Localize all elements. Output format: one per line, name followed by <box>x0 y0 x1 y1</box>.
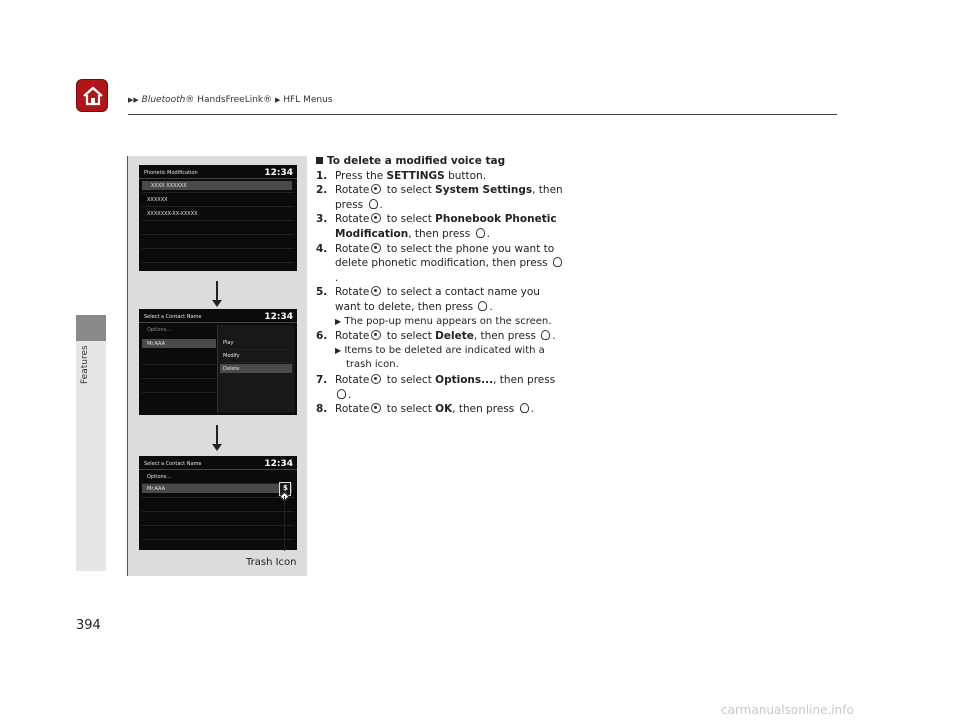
press-dial-icon <box>553 257 562 267</box>
breadcrumb-arrow-icon: ▶ <box>275 96 281 104</box>
step-5-result: ▶ The pop-up menu appears on the screen. <box>335 315 552 327</box>
breadcrumb-item-suffix[interactable]: ® HandsFreeLink® <box>185 95 273 105</box>
screen-title: Phonetic Modification <box>144 170 198 176</box>
figure-panel <box>127 156 307 576</box>
step-8: 8. Rotate to select OK, then press . <box>316 403 534 416</box>
watermark: carmanualsonline.info <box>721 703 854 717</box>
breadcrumb <box>128 95 333 105</box>
popup-item-delete: Delete <box>223 366 240 372</box>
result-arrow-icon: ▶ <box>335 345 342 355</box>
home-icon <box>81 84 105 108</box>
list-item: Mr.AAA <box>147 486 166 492</box>
list-item: XXXXXX <box>147 197 168 203</box>
side-tab-marker <box>76 315 106 341</box>
interface-dial-icon <box>371 403 381 413</box>
interface-dial-icon <box>371 184 381 194</box>
step-6: 6. Rotate to select Delete, then press . <box>316 330 556 343</box>
result-arrow-icon: ▶ <box>335 316 342 326</box>
popup-item-modify: Modify <box>223 353 240 359</box>
screen-title: Select a Contact Name <box>144 314 202 320</box>
interface-dial-icon <box>371 330 381 340</box>
screen-select-contact-trash <box>139 456 297 550</box>
side-tab-label: Features <box>80 345 90 384</box>
press-dial-icon <box>520 403 529 413</box>
instructions <box>316 154 566 417</box>
screen-clock: 12:34 <box>264 168 293 178</box>
list-item: Options... <box>147 474 172 480</box>
down-arrow-icon <box>216 425 218 449</box>
screen-title: Select a Contact Name <box>144 461 202 467</box>
screen-clock: 12:34 <box>264 312 293 322</box>
down-arrow-icon <box>216 281 218 305</box>
step-6-result: ▶ Items to be deleted are indicated with a trash icon. <box>335 344 545 371</box>
step-2: 2. Rotate to select System Settings, then press . <box>316 184 563 211</box>
header-divider <box>128 114 837 115</box>
breadcrumb-arrow-icon: ▶▶ <box>128 96 139 104</box>
interface-dial-icon <box>371 213 381 223</box>
interface-dial-icon <box>371 243 381 253</box>
square-bullet-icon <box>316 157 323 164</box>
breadcrumb-item-hfl-menus[interactable]: HFL Menus <box>283 95 333 105</box>
screen-select-contact-popup <box>139 309 297 415</box>
popup-item-play: Play <box>223 340 234 346</box>
callout-line <box>284 496 285 551</box>
page-number: 394 <box>76 618 101 633</box>
screen-phonetic-modification <box>139 165 297 271</box>
screen-clock: 12:34 <box>264 459 293 469</box>
list-item: Options... <box>147 327 172 333</box>
list-item: XXXXXXX-XX-XXXXX <box>147 211 198 217</box>
interface-dial-icon <box>371 374 381 384</box>
list-item: Mr.AAA <box>147 341 166 347</box>
interface-dial-icon <box>371 286 381 296</box>
home-button[interactable] <box>76 79 108 112</box>
step-1: 1. Press the SETTINGS button. <box>316 169 487 182</box>
press-dial-icon <box>541 330 550 340</box>
trash-icon-label: Trash Icon <box>246 557 297 568</box>
step-4: 4. Rotate to select the phone you want to delete phonetic modification, then press . <box>316 242 566 286</box>
press-dial-icon <box>337 389 346 399</box>
trash-icon: $ <box>279 482 291 496</box>
press-dial-icon <box>476 228 485 238</box>
breadcrumb-item-bluetooth[interactable]: Bluetooth <box>141 95 186 105</box>
section-heading: To delete a modified voice tag <box>316 154 566 169</box>
press-dial-icon <box>369 199 378 209</box>
step-7: 7. Rotate to select Options..., then press . <box>316 373 556 401</box>
list-item: XXXX XXXXXX <box>151 183 187 189</box>
press-dial-icon <box>478 301 487 311</box>
step-5: 5. Rotate to select a contact name you want to delete, then press . <box>316 286 540 313</box>
step-3: 3. Rotate to select Phonebook Phonetic Modification, then press . <box>316 213 557 240</box>
